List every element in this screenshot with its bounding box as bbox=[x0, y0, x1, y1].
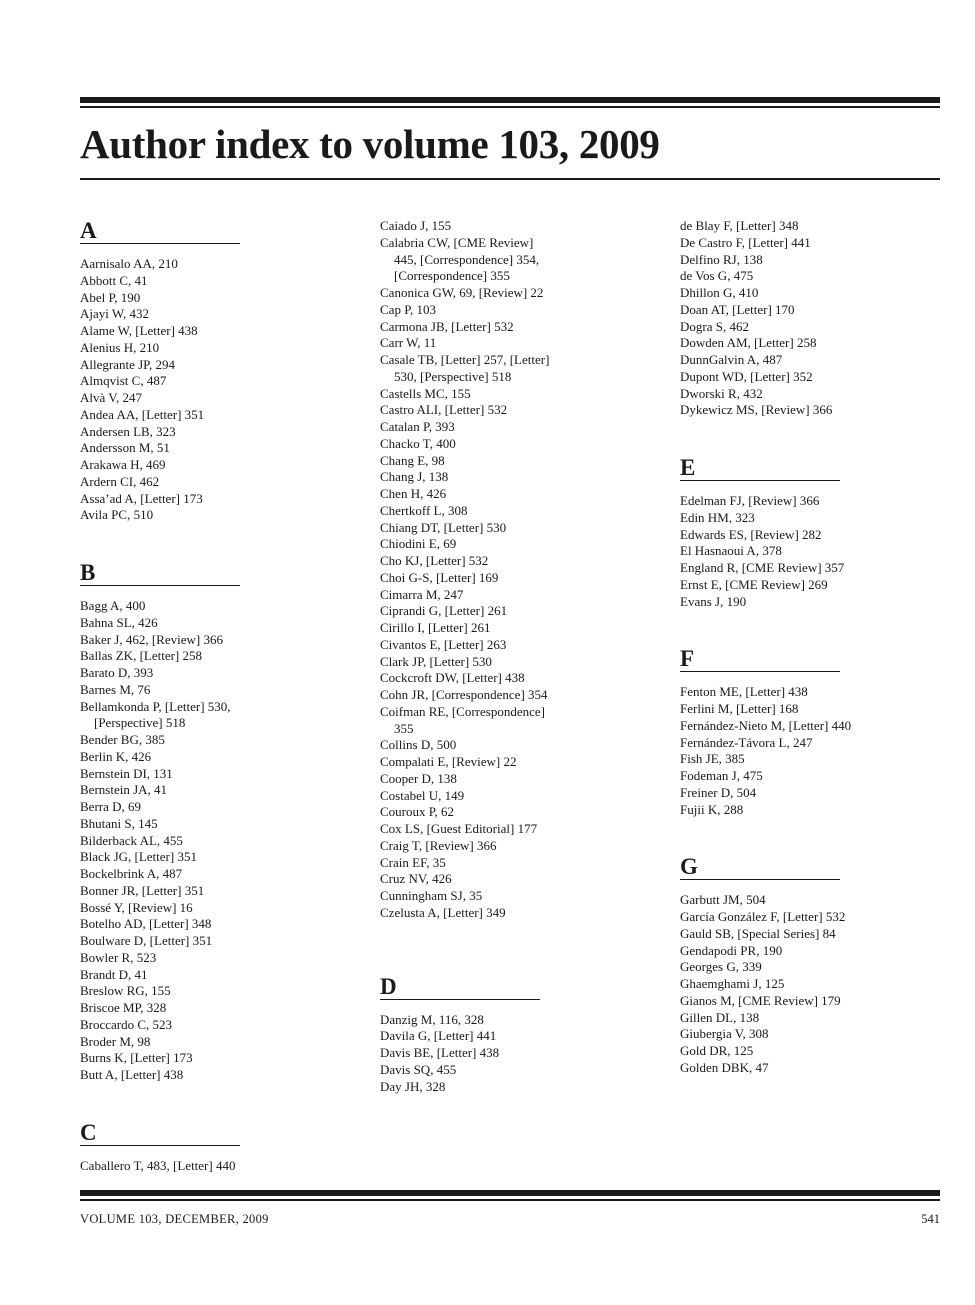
author-entry: Caballero T, 483, [Letter] 440 bbox=[80, 1157, 236, 1173]
author-entry: Choi G-S, [Letter] 169 bbox=[380, 569, 499, 585]
author-entry: Castells MC, 155 bbox=[380, 385, 471, 401]
author-entry: Chiang DT, [Letter] 530 bbox=[380, 519, 507, 535]
section-letter-heading: F bbox=[680, 634, 840, 672]
author-entry: Bossé Y, [Review] 16 bbox=[80, 899, 193, 915]
author-entry: Gendapodi PR, 190 bbox=[680, 942, 783, 958]
author-entry: Burns K, [Letter] 173 bbox=[80, 1050, 193, 1066]
author-entry: DunnGalvin A, 487 bbox=[680, 352, 783, 367]
index-column-1 bbox=[80, 206, 380, 1175]
author-entry: El Hasnaoui A, 378 bbox=[680, 543, 782, 559]
author-entry: Arakawa H, 469 bbox=[80, 457, 166, 472]
author-entry: Bahna SL, 426 bbox=[80, 614, 158, 630]
author-entry: Day JH, 328 bbox=[380, 1078, 446, 1094]
author-entry: Breslow RG, 155 bbox=[80, 983, 171, 999]
index-column-2 bbox=[380, 206, 680, 1095]
author-entry: Danzig M, 116, 328 bbox=[380, 1011, 484, 1027]
author-entry: Ardern CI, 462 bbox=[80, 473, 160, 489]
author-entry: Georges G, 339 bbox=[680, 959, 762, 975]
author-entry: Fernández-Távora L, 247 bbox=[680, 734, 813, 750]
author-entry: Bagg A, 400 bbox=[80, 598, 146, 613]
author-entry: Gauld SB, [Special Series] 84 bbox=[680, 925, 836, 941]
author-entry: Evans J, 190 bbox=[680, 593, 747, 609]
index-column-3 bbox=[680, 206, 975, 1077]
author-entry: Carr W, 11 bbox=[380, 335, 437, 351]
author-entry: Berra D, 69 bbox=[80, 799, 142, 814]
author-entry: Briscoe MP, 328 bbox=[80, 1000, 167, 1015]
author-entry: Bowler R, 523 bbox=[80, 949, 157, 965]
section-letter-heading: E bbox=[680, 443, 840, 481]
author-entry: Cimarra M, 247 bbox=[380, 586, 464, 602]
author-entry: Clark JP, [Letter] 530 bbox=[380, 653, 492, 669]
author-entry: Berlin K, 426 bbox=[80, 748, 152, 764]
author-entry: Avila PC, 510 bbox=[80, 507, 154, 523]
author-entry: Cohn JR, [Correspondence] 354 bbox=[380, 687, 548, 702]
column-top-spacer bbox=[680, 206, 975, 218]
author-entry: Chang J, 138 bbox=[380, 469, 449, 485]
section-gap bbox=[80, 524, 380, 548]
author-entry: Catalan P, 393 bbox=[380, 419, 455, 434]
section-letter-heading: D bbox=[380, 962, 540, 1000]
author-entry: Gillen DL, 138 bbox=[680, 1009, 760, 1025]
author-entry: Aarnisalo AA, 210 bbox=[80, 256, 178, 271]
author-entry: Canonica GW, 69, [Review] 22 bbox=[380, 285, 544, 300]
title-underline bbox=[80, 178, 940, 180]
section-letter-heading: A bbox=[80, 206, 240, 244]
footer-volume-line: VOLUME 103, DECEMBER, 2009 bbox=[80, 1212, 269, 1226]
author-entry: Calabria CW, [CME Review] 445, [Correspondence] 354, [Correspondence] 355 bbox=[380, 234, 540, 284]
author-entry: Bernstein JA, 41 bbox=[80, 782, 168, 798]
author-entry: Dowden AM, [Letter] 258 bbox=[680, 335, 817, 351]
author-entry: Barnes M, 76 bbox=[80, 681, 151, 697]
author-entry: Davis BE, [Letter] 438 bbox=[380, 1045, 500, 1060]
bottom-rule-thin bbox=[80, 1199, 940, 1201]
author-entry: Alame W, [Letter] 438 bbox=[80, 323, 198, 338]
author-entry: Andersen LB, 323 bbox=[80, 423, 176, 439]
author-entry: Cirillo I, [Letter] 261 bbox=[380, 620, 491, 635]
author-entry: Giubergia V, 308 bbox=[680, 1026, 769, 1042]
section-gap bbox=[80, 1084, 380, 1108]
author-entry: Bhutani S, 145 bbox=[80, 815, 158, 831]
author-entry: Bockelbrink A, 487 bbox=[80, 866, 183, 881]
bottom-rule-thick bbox=[80, 1190, 940, 1196]
author-entry: Broccardo C, 523 bbox=[80, 1016, 173, 1032]
author-entry: Garbutt JM, 504 bbox=[680, 892, 766, 908]
top-rule-thin bbox=[80, 106, 940, 108]
author-entry: Ghaemghami J, 125 bbox=[680, 976, 785, 991]
author-entry: Abel P, 190 bbox=[80, 289, 141, 305]
author-entry: Delfino RJ, 138 bbox=[680, 251, 763, 267]
author-entry: Andersson M, 51 bbox=[80, 440, 170, 456]
author-entry: Collins D, 500 bbox=[380, 737, 457, 753]
author-entry: Golden DBK, 47 bbox=[680, 1059, 769, 1075]
author-entry: Chertkoff L, 308 bbox=[380, 502, 468, 518]
author-entry: Fujii K, 288 bbox=[680, 801, 744, 817]
author-entry: Bender BG, 385 bbox=[80, 732, 165, 747]
section-gap bbox=[680, 610, 975, 634]
author-entry: De Castro F, [Letter] 441 bbox=[680, 234, 811, 250]
section-letter-heading: B bbox=[80, 548, 240, 586]
author-entry: Crain EF, 35 bbox=[380, 854, 446, 870]
section-letter-heading: G bbox=[680, 842, 840, 880]
author-entry: Couroux P, 62 bbox=[380, 804, 455, 820]
author-entry: Cockcroft DW, [Letter] 438 bbox=[380, 670, 525, 686]
author-entry: Costabel U, 149 bbox=[380, 787, 465, 803]
author-entry: Butt A, [Letter] 438 bbox=[80, 1067, 184, 1082]
author-entry: García González F, [Letter] 532 bbox=[680, 909, 846, 924]
author-entry: Bonner JR, [Letter] 351 bbox=[80, 882, 205, 898]
author-entry: de Vos G, 475 bbox=[680, 268, 754, 284]
footer-page-number: 541 bbox=[921, 1212, 940, 1226]
author-entry: Botelho AD, [Letter] 348 bbox=[80, 916, 212, 932]
author-entry: Caiado J, 155 bbox=[380, 218, 452, 233]
author-entry: Bilderback AL, 455 bbox=[80, 832, 183, 848]
author-entry: Broder M, 98 bbox=[80, 1033, 151, 1049]
author-entry: Chen H, 426 bbox=[380, 486, 447, 501]
author-entry: Brandt D, 41 bbox=[80, 966, 148, 982]
author-entry: Cooper D, 138 bbox=[380, 770, 457, 786]
author-entry: Assa’ad A, [Letter] 173 bbox=[80, 490, 203, 506]
author-entry: Bellamkonda P, [Letter] 530, [Perspective] 518 bbox=[80, 698, 231, 731]
column-top-spacer bbox=[380, 206, 680, 218]
author-entry: Casale TB, [Letter] 257, [Letter] 530, [Perspective] 518 bbox=[380, 352, 550, 384]
author-entry: Cruz NV, 426 bbox=[380, 871, 452, 887]
author-entry: Czelusta A, [Letter] 349 bbox=[380, 904, 506, 920]
author-entry: Gold DR, 125 bbox=[680, 1043, 754, 1058]
author-entry: de Blay F, [Letter] 348 bbox=[680, 218, 799, 233]
author-entry: Fernández-Nieto M, [Letter] 440 bbox=[680, 717, 852, 733]
author-entry: Ernst E, [CME Review] 269 bbox=[680, 576, 828, 592]
author-entry: Boulware D, [Letter] 351 bbox=[80, 933, 213, 948]
author-entry: Dogra S, 462 bbox=[680, 318, 749, 334]
section-letter-heading: C bbox=[80, 1108, 240, 1146]
author-entry: Dupont WD, [Letter] 352 bbox=[680, 368, 813, 384]
author-entry: Fenton ME, [Letter] 438 bbox=[680, 684, 808, 700]
author-entry: Craig T, [Review] 366 bbox=[380, 837, 497, 853]
section-gap bbox=[680, 818, 975, 842]
author-entry: Baker J, 462, [Review] 366 bbox=[80, 631, 223, 647]
author-entry: Carmona JB, [Letter] 532 bbox=[380, 318, 514, 334]
author-entry: Edwards ES, [Review] 282 bbox=[680, 526, 822, 542]
author-entry: Cunningham SJ, 35 bbox=[380, 888, 483, 903]
author-entry: Ciprandi G, [Letter] 261 bbox=[380, 603, 508, 619]
author-entry: Dhillon G, 410 bbox=[680, 285, 759, 300]
author-entry: Ballas ZK, [Letter] 258 bbox=[80, 648, 203, 664]
author-entry: Chacko T, 400 bbox=[380, 435, 456, 451]
author-entry: Almqvist C, 487 bbox=[80, 373, 167, 389]
author-entry: Ajayi W, 432 bbox=[80, 306, 149, 322]
author-entry: Bernstein DI, 131 bbox=[80, 765, 173, 781]
author-entry: Edin HM, 323 bbox=[680, 509, 755, 525]
author-entry: Fodeman J, 475 bbox=[680, 768, 763, 783]
author-entry: Chang E, 98 bbox=[380, 452, 445, 468]
author-entry: Coifman RE, [Correspondence] 355 bbox=[380, 703, 545, 736]
author-entry: Cox LS, [Guest Editorial] 177 bbox=[380, 821, 538, 836]
author-entry: Ferlini M, [Letter] 168 bbox=[680, 701, 799, 716]
author-entry: Edelman FJ, [Review] 366 bbox=[680, 493, 820, 508]
author-entry: Barato D, 393 bbox=[80, 665, 154, 680]
author-entry: Compalati E, [Review] 22 bbox=[380, 754, 517, 769]
section-gap bbox=[680, 419, 975, 443]
author-entry: Davis SQ, 455 bbox=[380, 1061, 457, 1077]
author-entry: Abbott C, 41 bbox=[80, 272, 148, 288]
author-entry: Cho KJ, [Letter] 532 bbox=[380, 553, 489, 568]
author-entry: Gianos M, [CME Review] 179 bbox=[680, 992, 841, 1008]
author-entry: Fish JE, 385 bbox=[680, 751, 745, 767]
author-entry: Alvà V, 247 bbox=[80, 390, 142, 405]
page-title: Author index to volume 103, 2009 bbox=[80, 121, 660, 167]
top-rule-thick bbox=[80, 97, 940, 103]
author-entry: England R, [CME Review] 357 bbox=[680, 560, 845, 575]
author-entry: Castro ALI, [Letter] 532 bbox=[380, 402, 508, 418]
author-entry: Dykewicz MS, [Review] 366 bbox=[680, 402, 833, 418]
author-entry: Black JG, [Letter] 351 bbox=[80, 849, 197, 865]
author-entry: Chiodini E, 69 bbox=[380, 536, 457, 552]
author-entry: Civantos E, [Letter] 263 bbox=[380, 636, 507, 652]
section-gap bbox=[380, 922, 680, 962]
author-entry: Alenius H, 210 bbox=[80, 339, 160, 355]
author-entry: Freiner D, 504 bbox=[680, 784, 757, 800]
author-entry: Andea AA, [Letter] 351 bbox=[80, 406, 205, 422]
author-entry: Doan AT, [Letter] 170 bbox=[680, 301, 795, 317]
author-entry: Davila G, [Letter] 441 bbox=[380, 1028, 497, 1044]
author-entry: Allegrante JP, 294 bbox=[80, 356, 175, 372]
author-entry: Dworski R, 432 bbox=[680, 385, 763, 401]
author-entry: Cap P, 103 bbox=[380, 301, 436, 317]
